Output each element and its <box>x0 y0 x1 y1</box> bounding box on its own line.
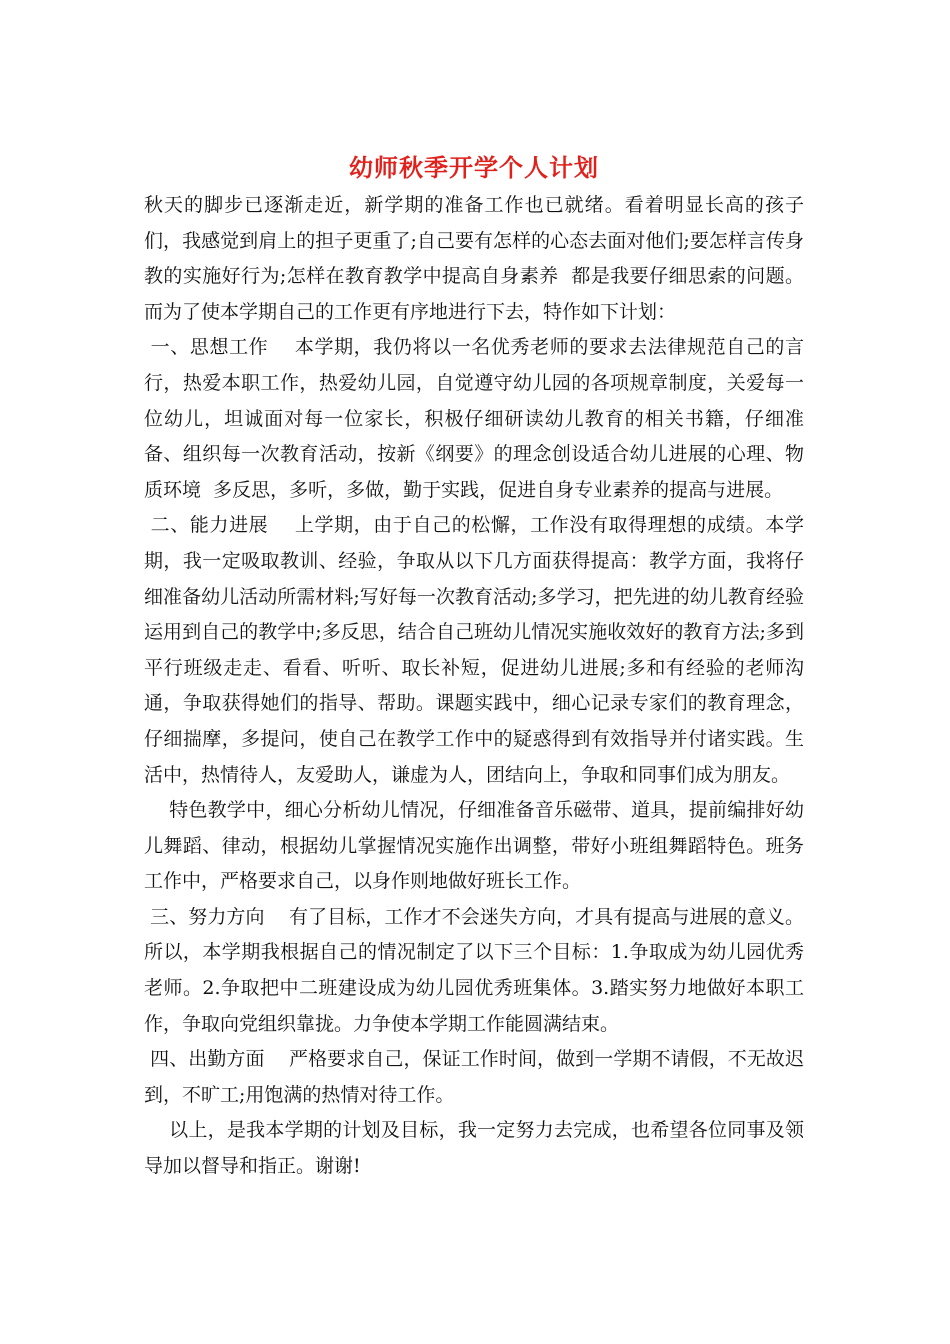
paragraph-closing: 以上，是我本学期的计划及目标，我一定努力去完成，也希望各位同事及领导加以督导和指正。谢谢! <box>144 1119 804 1178</box>
paragraph-section-2-continued: 特色教学中，细心分析幼儿情况，仔细准备音乐磁带、道具，提前编排好幼儿舞蹈、律动，根据幼儿掌握情况实施作出调整，带好小班组舞蹈特色。班务工作中，严格要求自己，以身作则地做好班长工作。 <box>144 799 804 893</box>
paragraph-section-4: 四、出勤方面 严格要求自己，保证工作时间，做到一学期不请假，不无故迟到，不旷工;用饱满的热情对待工作。 <box>144 1048 804 1106</box>
paragraph-section-3: 三、努力方向 有了目标，工作才不会迷失方向，才具有提高与进展的意义。所以，本学期我根据自己的情况制定了以下三个目标：1.争取成为幼儿园优秀老师。2.争取把中二班建设成为幼儿园优秀班集体。3.踏实努力地做好本职工作，争取向党组织靠拢。力争使本学期工作能圆满结束。 <box>144 905 804 1035</box>
document-title: 幼师秋季开学个人计划 <box>349 154 599 182</box>
paragraph-intro: 秋天的脚步已逐渐走近，新学期的准备工作也已就绪。看着明显长高的孩子们，我感觉到肩上的担子更重了;自己要有怎样的心态去面对他们;要怎样言传身教的实施好行为;怎样在教育教学中提高自身素养 都是我要仔细思索的问题。而为了使本学期自己的工作更有序地进行下去，特作如下计划： <box>144 194 804 323</box>
paragraph-section-1: 一、思想工作 本学期，我仍将以一名优秀老师的要求去法律规范自己的言行，热爱本职工作，热爱幼儿园，自觉遵守幼儿园的各项规章制度，关爱每一位幼儿，坦诚面对每一位家长，积极仔细研读幼儿教育的相关书籍，仔细准备、组织每一次教育活动，按新《纲要》的理念创设适合幼儿进展的心理、物质环境 多反思，多听，多做，勤于实践，促进自身专业素养的提高与进展。 <box>144 336 804 501</box>
paragraph-section-2: 二、能力进展 上学期，由于自己的松懈，工作没有取得理想的成绩。本学期，我一定吸取教训、经验，争取从以下几方面获得提高：教学方面，我将仔细准备幼儿活动所需材料;写好每一次教育活动;多学习，把先进的幼儿教育经验运用到自己的教学中;多反思，结合自己班幼儿情况实施收效好的教育方法;多到平行班级走走、看看、听听、取长补短，促进幼儿进展;多和有经验的老师沟通，争取获得她们的指导、帮助。课题实践中，细心记录专家们的教育理念，仔细揣摩，多提问，使自己在教学工作中的疑惑得到有效指导并付诸实践。生活中，热情待人，友爱助人，谦虚为人，团结向上，争取和同事们成为朋友。 <box>144 514 804 786</box>
document-page <box>144 150 804 1185</box>
